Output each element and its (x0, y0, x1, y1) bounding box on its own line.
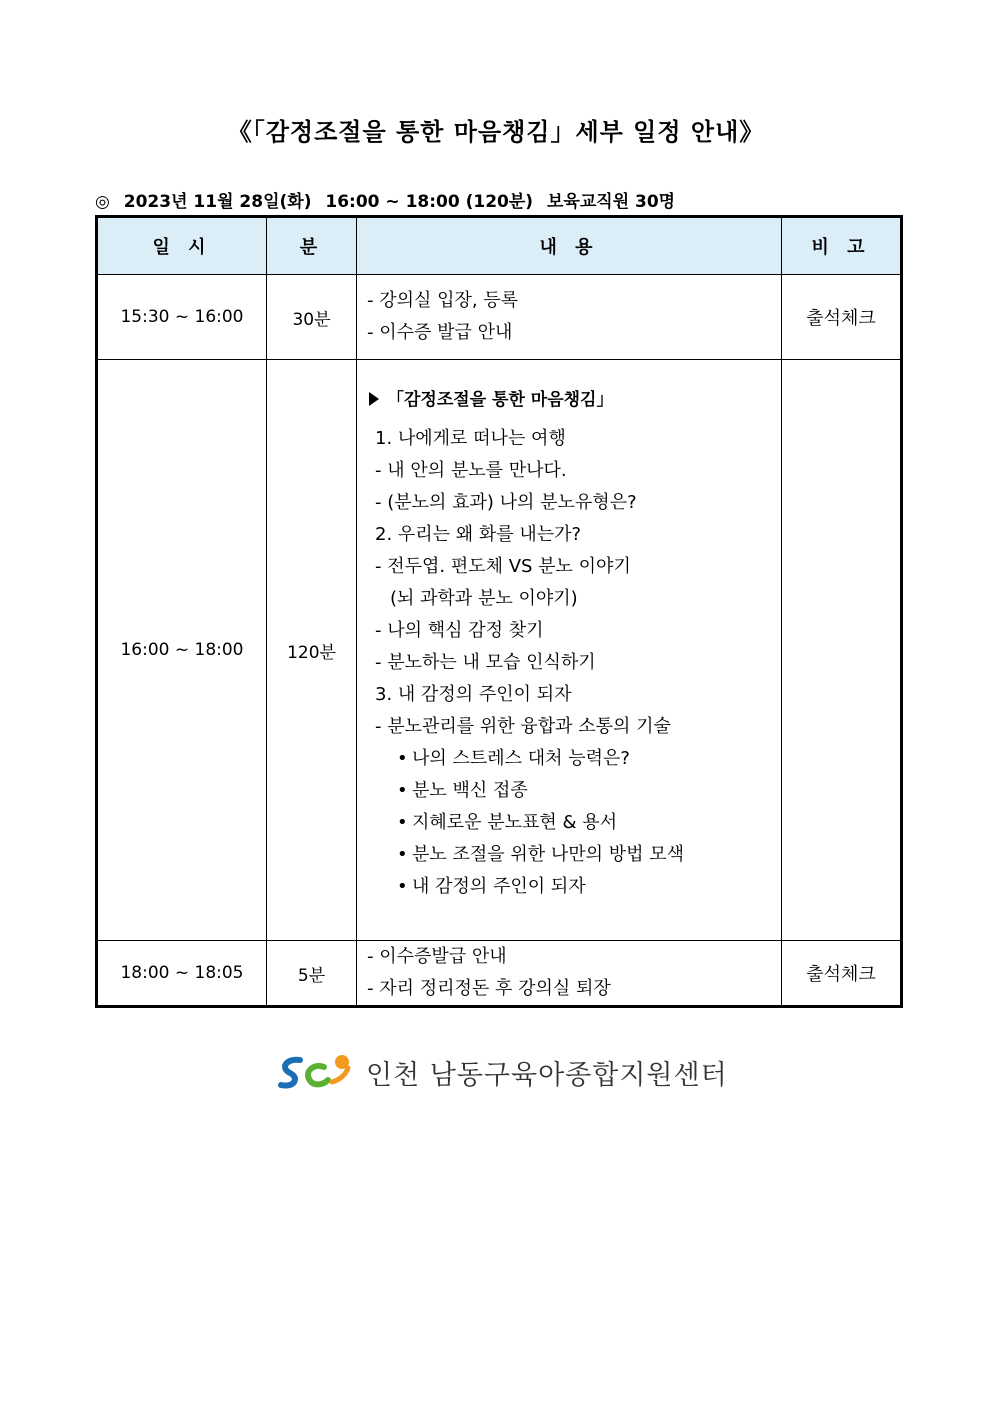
header-datetime: 일 시 (97, 217, 267, 275)
bullet-item: • 분노 조절을 위한 나만의 방법 모색 (375, 839, 781, 871)
content-line: 3. 내 감정의 주인이 되자 (375, 684, 572, 705)
header-content: 내 용 (357, 217, 782, 275)
table-row (97, 275, 902, 360)
table-row (97, 360, 902, 941)
row-content (357, 275, 782, 360)
row-note: 출석체크 (782, 941, 902, 1007)
table-header-row (97, 217, 902, 275)
content-line: (뇌 과학과 분노 이야기) (390, 588, 578, 609)
content-line: 1. 나에게로 떠나는 여행 (375, 428, 566, 449)
header-note: 비 고 (782, 217, 902, 275)
bullet-item: • 내 감정의 주인이 되자 (375, 871, 781, 903)
content-line: - 이수증발급 안내 (367, 946, 507, 967)
row-note: 출석체크 (782, 275, 902, 360)
content-line: - 분노하는 내 모습 인식하기 (375, 652, 596, 673)
content-line: - 내 안의 분노를 만나다. (375, 460, 567, 481)
double-circle-icon: ◎ (95, 192, 110, 212)
bullet-item: • 분노 백신 접종 (375, 775, 781, 807)
content-line: - 나의 핵심 감정 찾기 (375, 620, 544, 641)
content-line: - 자리 정리정돈 후 강의실 퇴장 (367, 978, 611, 999)
event-time: 16:00 ~ 18:00 (120분) (325, 192, 534, 212)
content-line: - 전두엽. 편도체 VS 분노 이야기 (375, 556, 631, 577)
bullet-item: • 나의 스트레스 대처 능력은? (375, 743, 781, 775)
content-line: - (분노의 효과) 나의 분노유형은? (375, 492, 637, 513)
bullet-item: • 지혜로운 분노표현 & 용서 (375, 807, 781, 839)
row-minutes: 120분 (267, 360, 357, 941)
event-audience: 보육교직원 30명 (547, 192, 676, 212)
page-title: 《「감정조절을 통한 마음챙김」세부 일정 안내》 (227, 118, 765, 146)
content-line: 2. 우리는 왜 화를 내는가? (375, 524, 582, 545)
row-time: 15:30 ~ 16:00 (97, 275, 267, 360)
content-line: - 강의실 입장, 등록 (367, 290, 519, 311)
organization-name: 인천 남동구육아종합지원센터 (366, 1059, 728, 1091)
center-logo-icon (278, 1052, 354, 1092)
session-heading: 「감정조절을 통한 마음챙김」 (367, 380, 781, 420)
row-time: 18:00 ~ 18:05 (97, 941, 267, 1007)
content-line: - 분노관리를 위한 융합과 소통의 기술 (375, 716, 671, 737)
row-content (357, 941, 782, 1007)
row-minutes: 30분 (267, 275, 357, 360)
row-minutes: 5분 (267, 941, 357, 1007)
content-line: - 이수증 발급 안내 (367, 322, 513, 343)
event-date: 2023년 11월 28일(화) (123, 192, 312, 212)
row-time: 16:00 ~ 18:00 (97, 360, 267, 941)
row-content (357, 360, 782, 941)
row-note (782, 360, 902, 941)
header-minutes: 분 (267, 217, 357, 275)
schedule-table (95, 215, 903, 1008)
play-arrow-icon (369, 392, 379, 406)
table-row (97, 941, 902, 1007)
schedule-info (95, 187, 683, 212)
footer-logo (278, 1052, 728, 1092)
